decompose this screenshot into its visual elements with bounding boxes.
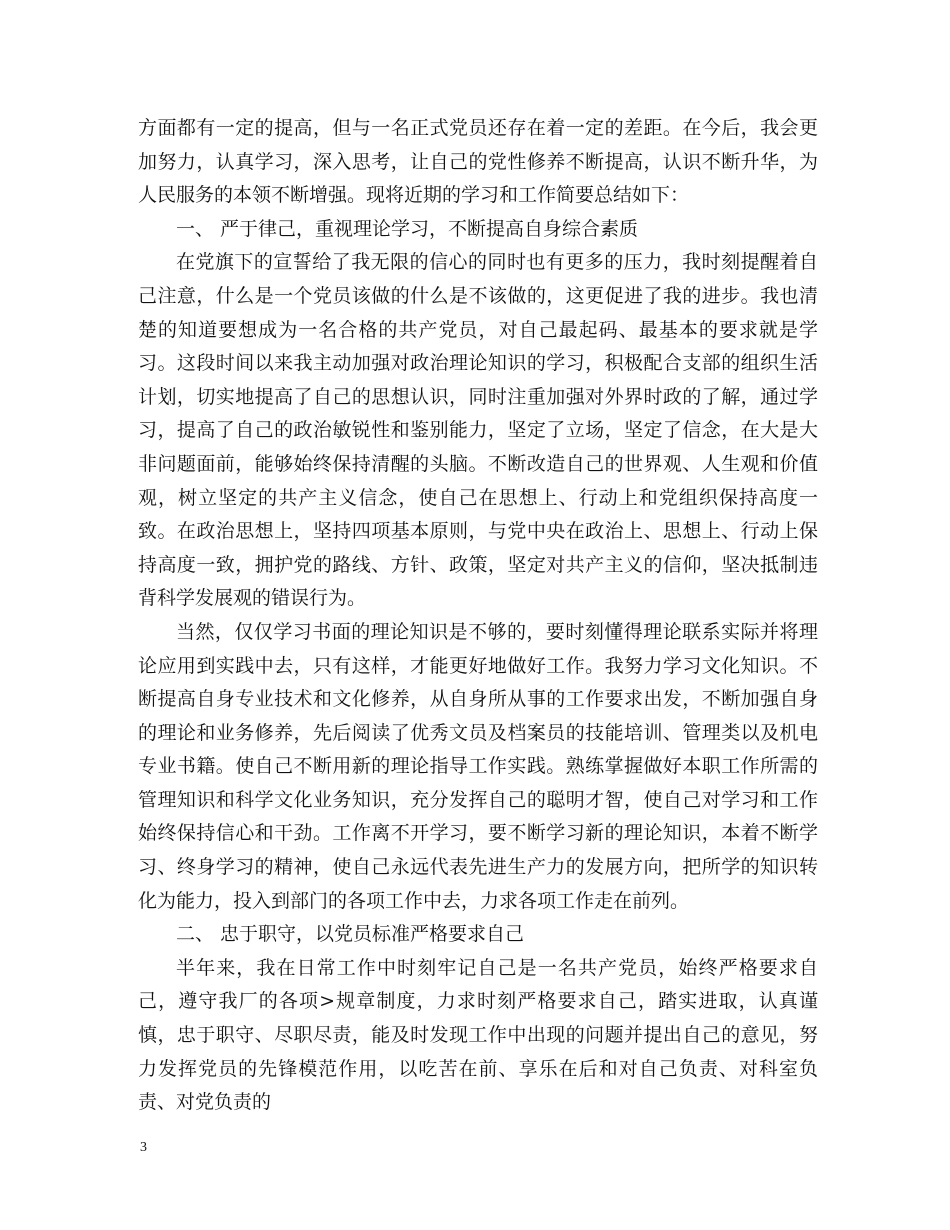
section-heading-2: 二、 忠于职守，以党员标准严格要求自己	[176, 923, 525, 946]
page-number: 3	[140, 1140, 147, 1155]
document-body	[138, 112, 818, 1120]
paragraph-continuation: 方面都有一定的提高，但与一名正式党员还存在着一定的差距。在今后，我会更加努力，认真学习，深入思考，让自己的党性修养不断提高，认识不断升华，为人民服务的本领不断增强。现将近期的学习和工作简要总结如下：	[138, 117, 818, 207]
paragraph-party-flag-oath: 在党旗下的宣誓给了我无限的信心的同时也有更多的压力，我时刻提醒着自己注意，什么是一个党员该做的什么是不该做的，这更促进了我的进步。我也清楚的知道要想成为一名合格的共产党员，对自己最起码、最基本的要求就是学习。这段时间以来我主动加强对政治理论知识的学习，积极配合支部的组织生活计划，切实地提高了自己的思想认识，同时注重加强对外界时政的了解，通过学习，提高了自己的政治敏锐性和鉴别能力，坚定了立场，坚定了信念，在大是大非问题面前，能够始终保持清醒的头脑。不断改造自己的世界观、人生观和价值观，树立坚定的共产主义信念，使自己在思想上、行动上和党组织保持高度一致。在政治思想上，坚持四项基本原则，与党中央在政治上、思想上、行动上保持高度一致，拥护党的路线、方针、政策，坚定对共产主义的信仰，坚决抵制违背科学发展观的错误行为。	[138, 251, 818, 610]
section-heading-1: 一、 严于律己，重视理论学习，不断提高自身综合素质	[176, 217, 639, 240]
paragraph-half-year: 半年来，我在日常工作中时刻牢记自己是一名共产党员，始终严格要求自己，遵守我厂的各项>规章制度，力求时刻严格要求自己，踏实进取，认真谨慎，忠于职守、尽职尽责，能及时发现工作中出现的问题并提出自己的意见，努力发挥党员的先锋模范作用，以吃苦在前、享乐在后和对自己负责、对科室负责、对党负责的	[138, 956, 818, 1114]
paragraph-theory-practice: 当然，仅仅学习书面的理论知识是不够的，要时刻懂得理论联系实际并将理论应用到实践中去，只有这样，才能更好地做好工作。我努力学习文化知识。不断提高自身专业技术和文化修养，从自身所从事的工作要求出发，不断加强自身的理论和业务修养，先后阅读了优秀文员及档案员的技能培训、管理类以及机电专业书籍。使自己不断用新的理论指导工作实践。熟练掌握做好本职工作所需的管理知识和科学文化业务知识，充分发挥自己的聪明才智，使自己对学习和工作始终保持信心和干劲。工作离不开学习，要不断学习新的理论知识，本着不断学习、终身学习的精神，使自己永远代表先进生产力的发展方向，把所学的知识转化为能力，投入到部门的各项工作中去，力求各项工作走在前列。	[138, 620, 818, 912]
